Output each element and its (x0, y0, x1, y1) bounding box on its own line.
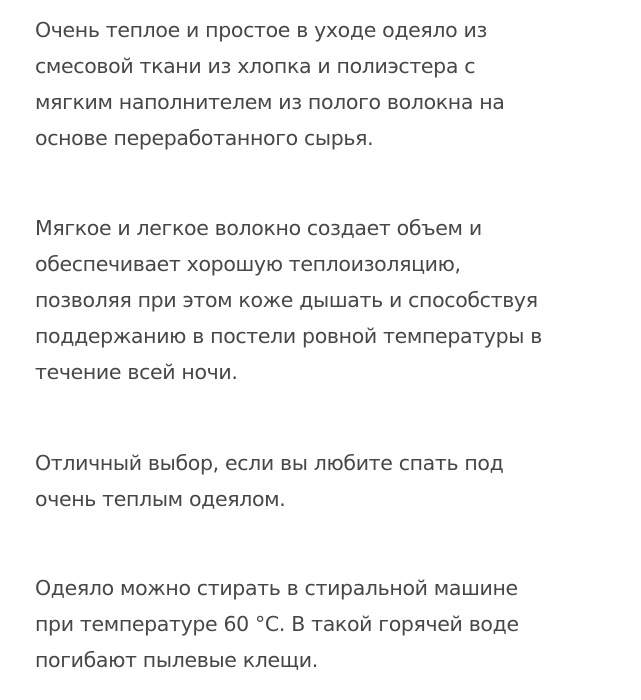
text-line: позволяя при этом коже дышать и способствуя (35, 288, 538, 312)
text-line: Очень теплое и простое в уходе одеяло из (35, 18, 488, 42)
text-line: Одеяло можно стирать в стиральной машине (35, 576, 518, 600)
text-line: Отличный выбор, если вы любите спать под (35, 451, 504, 475)
paragraph-fiber-properties (35, 210, 625, 390)
text-line: обеспечивает хорошую теплоизоляцию, (35, 252, 461, 276)
text-line: Мягкое и легкое волокно создает объем и (35, 216, 482, 240)
text-line: при температуре 60 °C. В такой горячей воде (35, 612, 519, 636)
text-line: поддержанию в постели ровной температуры в (35, 324, 542, 348)
text-line: течение всей ночи. (35, 360, 238, 384)
text-line: смесовой ткани из хлопка и полиэстера с (35, 54, 476, 78)
text-line: мягким наполнителем из полого волокна на (35, 90, 505, 114)
text-line: погибают пылевые клещи. (35, 648, 318, 672)
text-line: основе переработанного сырья. (35, 126, 374, 150)
paragraph-care-instructions (35, 570, 625, 678)
paragraph-recommendation (35, 445, 625, 517)
paragraph-warmth-overview (35, 12, 625, 156)
product-description (35, 12, 625, 678)
text-line: очень теплым одеялом. (35, 487, 286, 511)
